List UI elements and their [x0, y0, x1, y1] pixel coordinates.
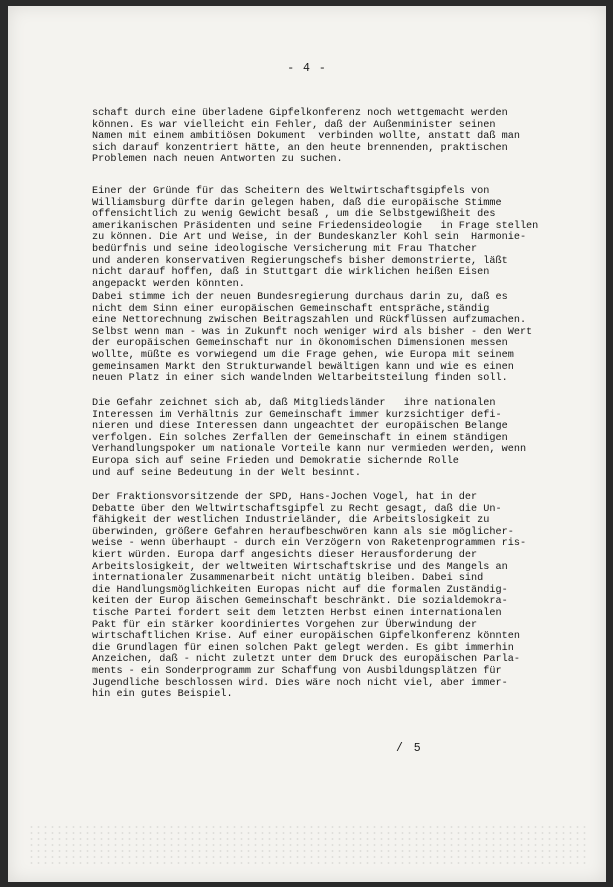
- text-line: verfolgen. Ein solches Zerfallen der Gemeinschaft in einem ständigen: [92, 432, 508, 444]
- text-line: die Handlungsmöglichkeiten Europas nicht auf die formalen Zuständig-: [92, 584, 508, 596]
- text-line: Debatte über den Weltwirtschaftsgipfel zu Recht gesagt, daß die Un-: [92, 503, 502, 515]
- text-line: amerikanischen Präsidenten und seine Friedensideologie in Frage stellen: [92, 220, 539, 232]
- scan-noise: [28, 824, 586, 866]
- continuation-marker: / 5: [396, 742, 423, 755]
- text-line: sich darauf konzentriert hätte, an den heute brennenden, praktischen: [92, 142, 508, 154]
- text-line: Namen mit einem ambitiösen Dokument verbinden wollte, anstatt daß man: [92, 131, 520, 143]
- text-line: überwinden, größere Gefahren heraufbeschwören kann als sie möglicher-: [92, 526, 514, 538]
- paragraph: [92, 292, 592, 385]
- text-line: nicht darauf hoffen, daß in Stuttgart die wirklichen heißen Eisen: [92, 267, 490, 279]
- text-line: zu können. Die Art und Weise, in der Bundeskanzler Kohl sein Harmonie-: [92, 232, 527, 244]
- text-line: die Grundlagen für einen solchen Pakt gelegt werden. Es gibt immerhin: [92, 642, 514, 654]
- text-line: kiert würden. Europa darf angesichts dieser Herausforderung der: [92, 549, 478, 561]
- document-page: [8, 6, 606, 882]
- paragraph: [92, 398, 592, 479]
- text-line: fähigkeit der westlichen Industrieländer, die Arbeitslosigkeit zu: [92, 515, 490, 527]
- text-line: keiten der Europ äischen Gemeinschaft beschränkt. Die sozialdemokra-: [92, 596, 508, 608]
- text-line: wollte, müßte es vorwiegend um die Frage gehen, wie Europa mit seinem: [92, 349, 514, 361]
- text-line: Arbeitslosigkeit, der weltweiten Wirtschaftskrise und des Mangels an: [92, 561, 508, 573]
- text-line: Jugendliche beschlossen wird. Dies wäre noch nicht viel, aber immer-: [92, 677, 508, 689]
- text-line: neuen Platz in einer sich wandelnden Weltarbeitsteilung finden soll.: [92, 373, 508, 385]
- text-line: Verhandlungspoker um nationale Vorteile kann nur vermieden werden, wenn: [92, 444, 527, 456]
- text-line: internationaler Zusammenarbeit nicht untätig bleiben. Dabei sind: [92, 573, 484, 585]
- text-line: schaft durch eine überladene Gipfelkonferenz noch wettgemacht werden: [92, 108, 508, 119]
- page-number: - 4 -: [287, 62, 327, 75]
- paragraph: [92, 492, 592, 701]
- text-line: offensichtlich zu wenig Gewicht besaß , um die Selbstgewißheit des: [92, 209, 496, 221]
- text-line: Europa sich auf seine Frieden und Demokratie sichernde Rolle: [92, 455, 459, 467]
- text-line: Der Fraktionsvorsitzende der SPD, Hans-Jochen Vogel, hat in der: [92, 492, 478, 503]
- text-line: Die Gefahr zeichnet sich ab, daß Mitgliedsländer ihre nationalen: [92, 398, 496, 409]
- text-line: hin ein gutes Beispiel.: [92, 689, 233, 701]
- text-line: Dabei stimme ich der neuen Bundesregierung durchaus darin zu, daß es: [92, 292, 508, 303]
- text-line: der europäischen Gemeinschaft nur in ökonomischen Dimensionen messen: [92, 338, 508, 350]
- text-line: und auf seine Bedeutung in der Welt besinnt.: [92, 467, 361, 479]
- text-line: Einer der Gründe für das Scheitern des Weltwirtschaftsgipfels von: [92, 186, 490, 197]
- text-line: Problemen nach neuen Antworten zu suchen.: [92, 154, 343, 166]
- text-line: tische Partei fordert seit dem letzten Herbst einen internationalen: [92, 607, 502, 619]
- text-line: Selbst wenn man - was in Zukunft noch weniger wird als bisher - den Wert: [92, 326, 533, 338]
- text-line: nieren und diese Interessen dann ungeachtet der europäischen Belange: [92, 421, 508, 433]
- text-line: weise - wenn überhaupt - durch ein Verzögern von Raketenprogrammen ris-: [92, 538, 527, 550]
- paragraph: [92, 108, 592, 166]
- text-line: Anzeichen, daß - nicht zuletzt unter dem Druck des europäischen Parla-: [92, 654, 520, 666]
- text-line: Williamsburg dürfte darin gelegen haben, daß die europäische Stimme: [92, 197, 502, 209]
- text-line: Pakt für ein stärker koordiniertes Vorgehen zur Überwindung der: [92, 619, 478, 631]
- text-line: bedürfnis und seine ideologische Versicherung mit Frau Thatcher: [92, 243, 478, 255]
- text-line: Interessen im Verhältnis zur Gemeinschaft immer kurzsichtiger defi-: [92, 409, 502, 421]
- text-line: angepackt werden könnten.: [92, 278, 245, 290]
- paragraph: [92, 186, 592, 290]
- text-line: können. Es war vielleicht ein Fehler, daß der Außenminister seinen: [92, 119, 496, 131]
- text-line: und anderen konservativen Regierungschefs bisher demonstrierte, läßt: [92, 255, 508, 267]
- text-line: gemeinsamen Markt den Strukturwandel bewältigen kann und wie es einen: [92, 361, 514, 373]
- text-line: nicht dem Sinn einer europäischen Gemeinschaft entspräche,ständig: [92, 303, 490, 315]
- text-line: eine Nettorechnung zwischen Beitragszahlen und Rückflüssen aufzumachen.: [92, 315, 527, 327]
- text-line: wirtschaftlichen Krise. Auf einer europäischen Gipfelkonferenz könnten: [92, 631, 520, 643]
- text-line: ments - ein Sonderprogramm zur Schaffung von Ausbildungsplätzen für: [92, 665, 502, 677]
